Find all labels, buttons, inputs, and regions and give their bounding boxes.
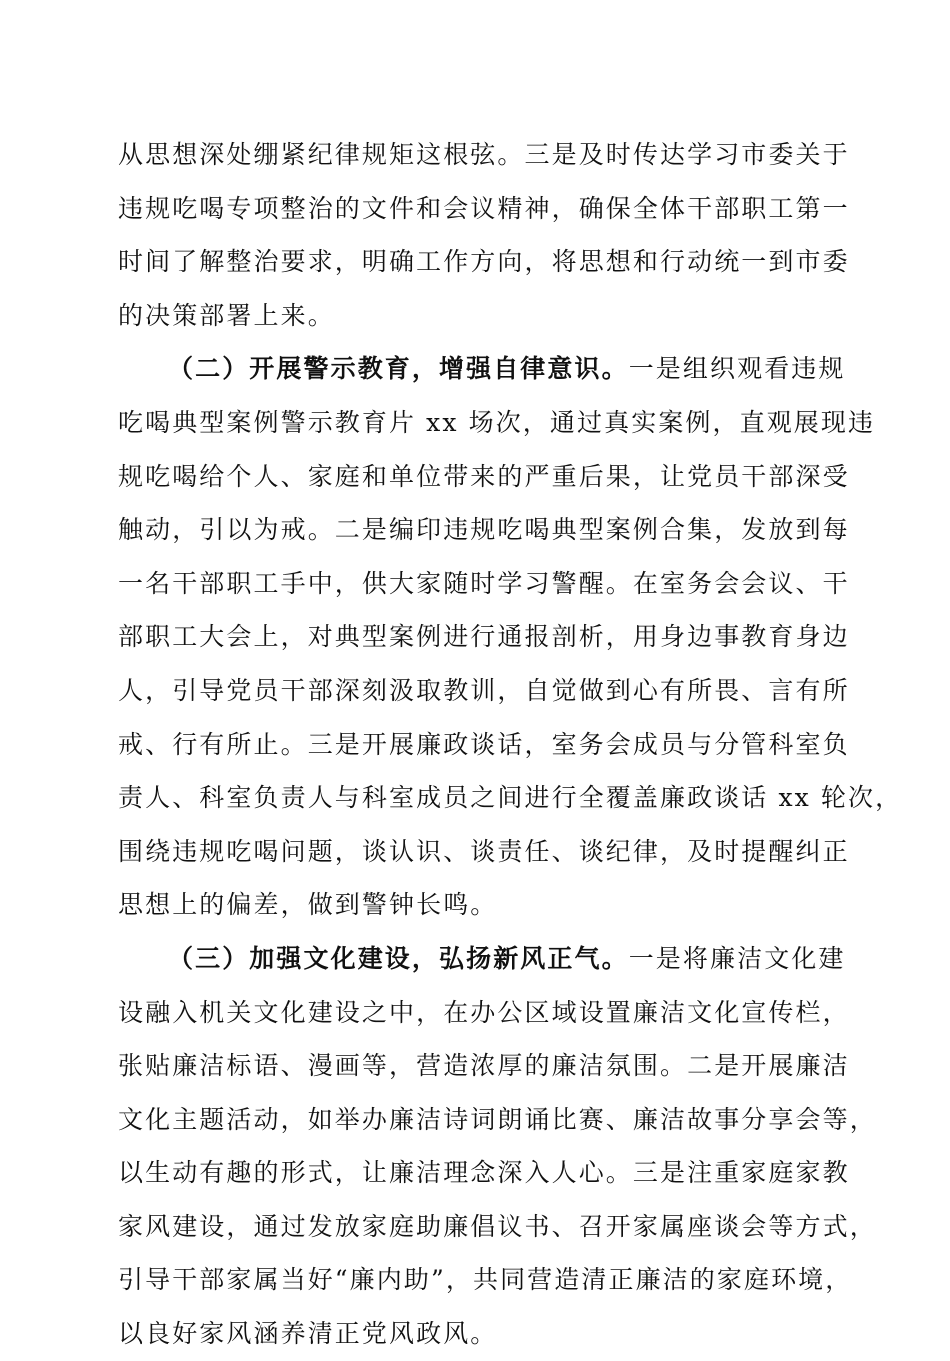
- paragraph-1-line-3: 时间了解整治要求，明确工作方向，将思想和行动统一到市委: [118, 247, 850, 277]
- paragraph-2-line-8: 戒、行有所止。三是开展廉政谈话，室务会成员与分管科室负: [118, 729, 850, 759]
- paragraph-3-line-8: 以良好家风涵养清正党风政风。: [118, 1319, 498, 1349]
- paragraph-2-line-1-text: 一是组织观看违规: [628, 354, 846, 384]
- paragraph-3: [118, 932, 877, 1361]
- paragraph-1: [118, 128, 850, 342]
- paragraph-3-line-6: 家风建设，通过发放家庭助廉倡议书、召开家属座谈会等方式，: [118, 1211, 877, 1241]
- paragraph-2: [118, 342, 903, 932]
- paragraph-2-line-6: 部职工大会上，对典型案例进行通报剖析，用身边事教育身边: [118, 622, 850, 652]
- paragraph-3-line-3: 张贴廉洁标语、漫画等，营造浓厚的廉洁氛围。二是开展廉洁: [118, 1051, 850, 1081]
- document-body: [118, 128, 903, 1361]
- paragraph-2-line-1: [118, 342, 846, 396]
- paragraph-3-line-4: 文化主题活动，如举办廉洁诗词朗诵比赛、廉洁故事分享会等，: [118, 1104, 877, 1134]
- paragraph-2-line-5: 一名干部职工手中，供大家随时学习警醒。在室务会会议、干: [118, 568, 850, 598]
- paragraph-2-line-11: 思想上的偏差，做到警钟长鸣。: [118, 890, 498, 920]
- paragraph-3-line-5: 以生动有趣的形式，让廉洁理念深入人心。三是注重家庭家教: [118, 1158, 850, 1188]
- paragraph-3-line-1-text: 一是将廉洁文化建: [628, 943, 846, 973]
- paragraph-2-line-2: 吃喝典型案例警示教育片 xx 场次，通过真实案例，直观展现违: [118, 407, 876, 437]
- paragraph-1-line-4: 的决策部署上来。: [118, 300, 335, 330]
- paragraph-2-line-7: 人，引导党员干部深刻汲取教训，自觉做到心有所畏、言有所: [118, 675, 850, 705]
- section-heading-2: （二）开展警示教育，增强自律意识。: [168, 354, 629, 384]
- paragraph-1-line-2: 违规吃喝专项整治的文件和会议精神，确保全体干部职工第一: [118, 193, 850, 223]
- paragraph-3-line-1: [118, 932, 846, 986]
- paragraph-3-line-2: 设融入机关文化建设之中，在办公区域设置廉洁文化宣传栏，: [118, 997, 850, 1027]
- paragraph-2-line-4: 触动，引以为戒。二是编印违规吃喝典型案例合集，发放到每: [118, 515, 850, 545]
- section-heading-3: （三）加强文化建设，弘扬新风正气。: [168, 943, 629, 973]
- paragraph-2-line-9: 责人、科室负责人与科室成员之间进行全覆盖廉政谈话 xx 轮次，: [118, 783, 903, 813]
- paragraph-2-line-3: 规吃喝给个人、家庭和单位带来的严重后果，让党员干部深受: [118, 461, 850, 491]
- paragraph-2-line-10: 围绕违规吃喝问题，谈认识、谈责任、谈纪律，及时提醒纠正: [118, 836, 850, 866]
- paragraph-1-line-1: 从思想深处绷紧纪律规矩这根弦。三是及时传达学习市委关于: [118, 140, 850, 169]
- paragraph-3-line-7: 引导干部家属当好“廉内助”，共同营造清正廉洁的家庭环境，: [118, 1265, 853, 1295]
